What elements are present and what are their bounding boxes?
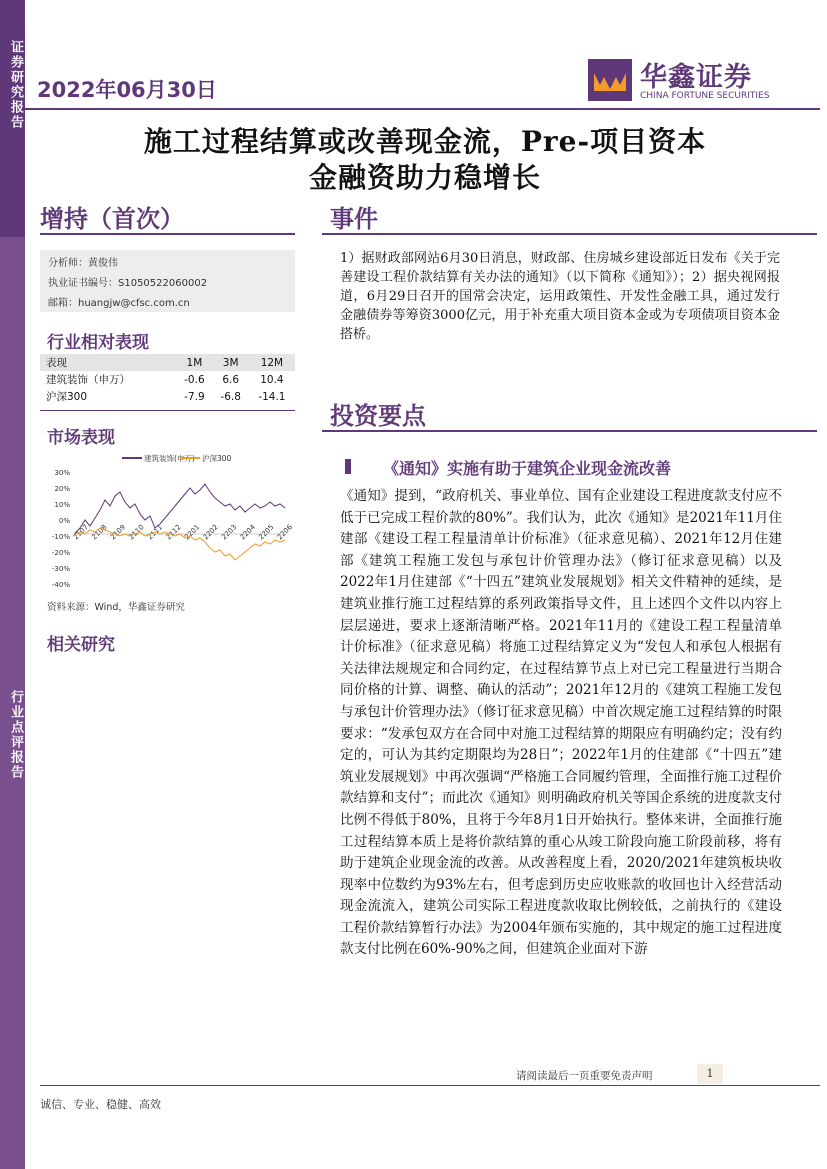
analyst-cert: 执业证书编号：S1050522060002 (48, 278, 208, 289)
analyst-box (40, 250, 295, 312)
col-header: 1M (176, 354, 212, 371)
logo-mark-icon (588, 59, 632, 101)
y-tick-label: -30% (51, 565, 70, 573)
y-tick-label: -10% (51, 533, 70, 541)
event-text: 1）据财政部网站6月30日消息，财政部、住房城乡建设部近日发布《关于完善建设工程价款结算有关办法的通知》（以下简称《通知》）；2）据央视网报道，6月29日召开的国常会决定，运用政策性、开发性金融工具，通过发行金融债券等筹资3000亿元，用于补充重大项目资本金或为专项债项目资本金搭桥。 (340, 251, 780, 342)
performance-divider (40, 410, 295, 411)
event-heading: 事件 (330, 204, 378, 233)
cell-1m: -0.6 (184, 373, 205, 386)
cell-1m: -7.9 (184, 390, 205, 403)
series-line-csi300 (74, 528, 285, 560)
analyst-email: 邮箱：huangjw@cfsc.com.cn (48, 298, 190, 309)
x-tick-label: 2203 (220, 523, 239, 542)
y-tick-label: 30% (54, 469, 70, 477)
related-heading: 相关研究 (47, 635, 115, 655)
cell-3m: 6.6 (222, 373, 240, 386)
y-tick-label: 20% (54, 485, 70, 493)
report-date: 2022年06月30日 (37, 78, 217, 102)
cell-12m: 10.4 (260, 373, 284, 386)
performance-header-row (40, 354, 295, 371)
cell-3m: -6.8 (220, 390, 241, 403)
event-divider (322, 233, 817, 235)
company-logo (588, 55, 798, 105)
cell-12m: -14.1 (258, 390, 286, 403)
table-row (40, 388, 295, 405)
table-row (40, 371, 295, 388)
x-tick-label: 2205 (257, 523, 276, 542)
market-heading: 市场表现 (47, 428, 115, 448)
x-tick-label: 2111 (145, 523, 165, 542)
header-divider (25, 108, 820, 110)
row-name: 沪深300 (46, 391, 88, 403)
footer-divider (40, 1085, 820, 1086)
sidebar-bottom-label: 行业点评报告 (8, 690, 23, 780)
x-tick-label: 2110 (127, 523, 146, 542)
sidebar (0, 0, 25, 1169)
col-header: 3M (213, 354, 249, 371)
x-tick-label: 2112 (164, 523, 183, 542)
point-marker-icon (345, 459, 351, 474)
logo-en: CHINA FORTUNE SECURITIES (640, 91, 770, 101)
invest-body: 《通知》提到，“政府机关、事业单位、国有企业建设工程进度款支付应不低于已完成工程价款的80%”。我们认为，此次《通知》是2021年11月住建部《建设工程工程量清单计价标准》（征求意见稿）、2021年12月住建部《建筑工程施工发包与承包计价管理办法》（修订征求意见稿）以及2022年1月住建部《“十四五”建筑业发展规划》相关文件精神的延续，是建筑业推行施工过程结算的系列政策指导文件，且上述四个文件以内容上层层递进，要求上逐渐清晰严格。2021年11月的《建设工程工程量清单计价标准》（征求意见稿）将施工过程结算定义为“发包人和承包人根据有关法律法规规定和合同约定，在过程结算节点上对已完工程量进行当期合同价格的计算、调整、确认的活动”；2021年12月的《建筑工程施工发包与承包计价管理办法》（修订征求意见稿）中首次规定施工过程结算的时限要求：“发承包双方在合同中对施工过程结算的期限应有明确约定；没有约定的，可认为其约定期限均为28日”；2022年1月的住建部《“十四五”建筑业发展规划》中再次强调“严格施工合同履约管理，全面推行施工过程价款结算和支付”；而此次《通知》则明确政府机关等国企系统的进度款支付比例不得低于80%，且将于今年8月1日开始执行。整体来讲，全面推行施工过程结算本质上是将价款结算的重心从竣工阶段向施工阶段前移，将有助于建筑企业现金流的改善。从改善程度上看，2020/2021年建筑板块收现率中位数约为93%左右，但考虑到历史应收账款的收回也计入经营活动现金流流入，建筑公司实际工程进度款收取比例较低，之前执行的《建设工程价款结算暂行办法》为2004年颁布实施的，其中规定的施工过程进度款支付比例在60%-90%之间，但建筑企业面对下游 (340, 488, 782, 958)
x-tick-label: 2204 (238, 523, 257, 542)
rating-divider (40, 233, 295, 235)
company-motto: 诚信、专业、稳健、高效 (40, 1098, 161, 1111)
col-header: 12M (249, 354, 295, 371)
page-number: 1 (697, 1064, 723, 1084)
legend-label-series-0: 建筑装饰(申万) (144, 454, 195, 463)
chart-source: 资料来源：Wind，华鑫证券研究 (47, 602, 185, 613)
rating: 增持（首次） (40, 204, 184, 233)
col-header: 表现 (40, 354, 176, 371)
logo-cn: 华鑫证券 (640, 62, 752, 93)
y-tick-label: 10% (54, 501, 70, 509)
y-tick-label: -20% (51, 549, 70, 557)
performance-table (40, 354, 295, 405)
legend-label-series-1: 沪深300 (202, 454, 232, 463)
invest-divider (322, 430, 817, 432)
invest-heading: 投资要点 (330, 401, 426, 430)
row-name: 建筑装饰（申万） (46, 374, 130, 386)
market-chart (40, 448, 295, 596)
x-tick-label: 2206 (275, 523, 295, 542)
sidebar-top-label: 证券研究报告 (8, 40, 23, 130)
y-tick-label: -40% (51, 581, 70, 589)
x-tick-label: 2202 (201, 523, 220, 542)
x-tick-label: 2201 (183, 523, 202, 542)
performance-heading: 行业相对表现 (47, 333, 149, 353)
report-title-line1: 施工过程结算或改善现金流，Pre-项目资本 (143, 125, 707, 158)
disclaimer-note[interactable]: 请阅读最后一页重要免责声明 (516, 1070, 653, 1082)
x-tick-label: 2108 (90, 523, 109, 542)
x-tick-label: 2107 (71, 523, 91, 542)
x-tick-label: 2109 (108, 523, 128, 542)
report-title-line2: 金融资助力稳增长 (308, 161, 541, 194)
analyst-name: 分析师：黄俊伟 (48, 258, 118, 269)
y-tick-label: 0% (58, 517, 70, 525)
point-title: 《通知》实施有助于建筑企业现金流改善 (383, 459, 672, 478)
